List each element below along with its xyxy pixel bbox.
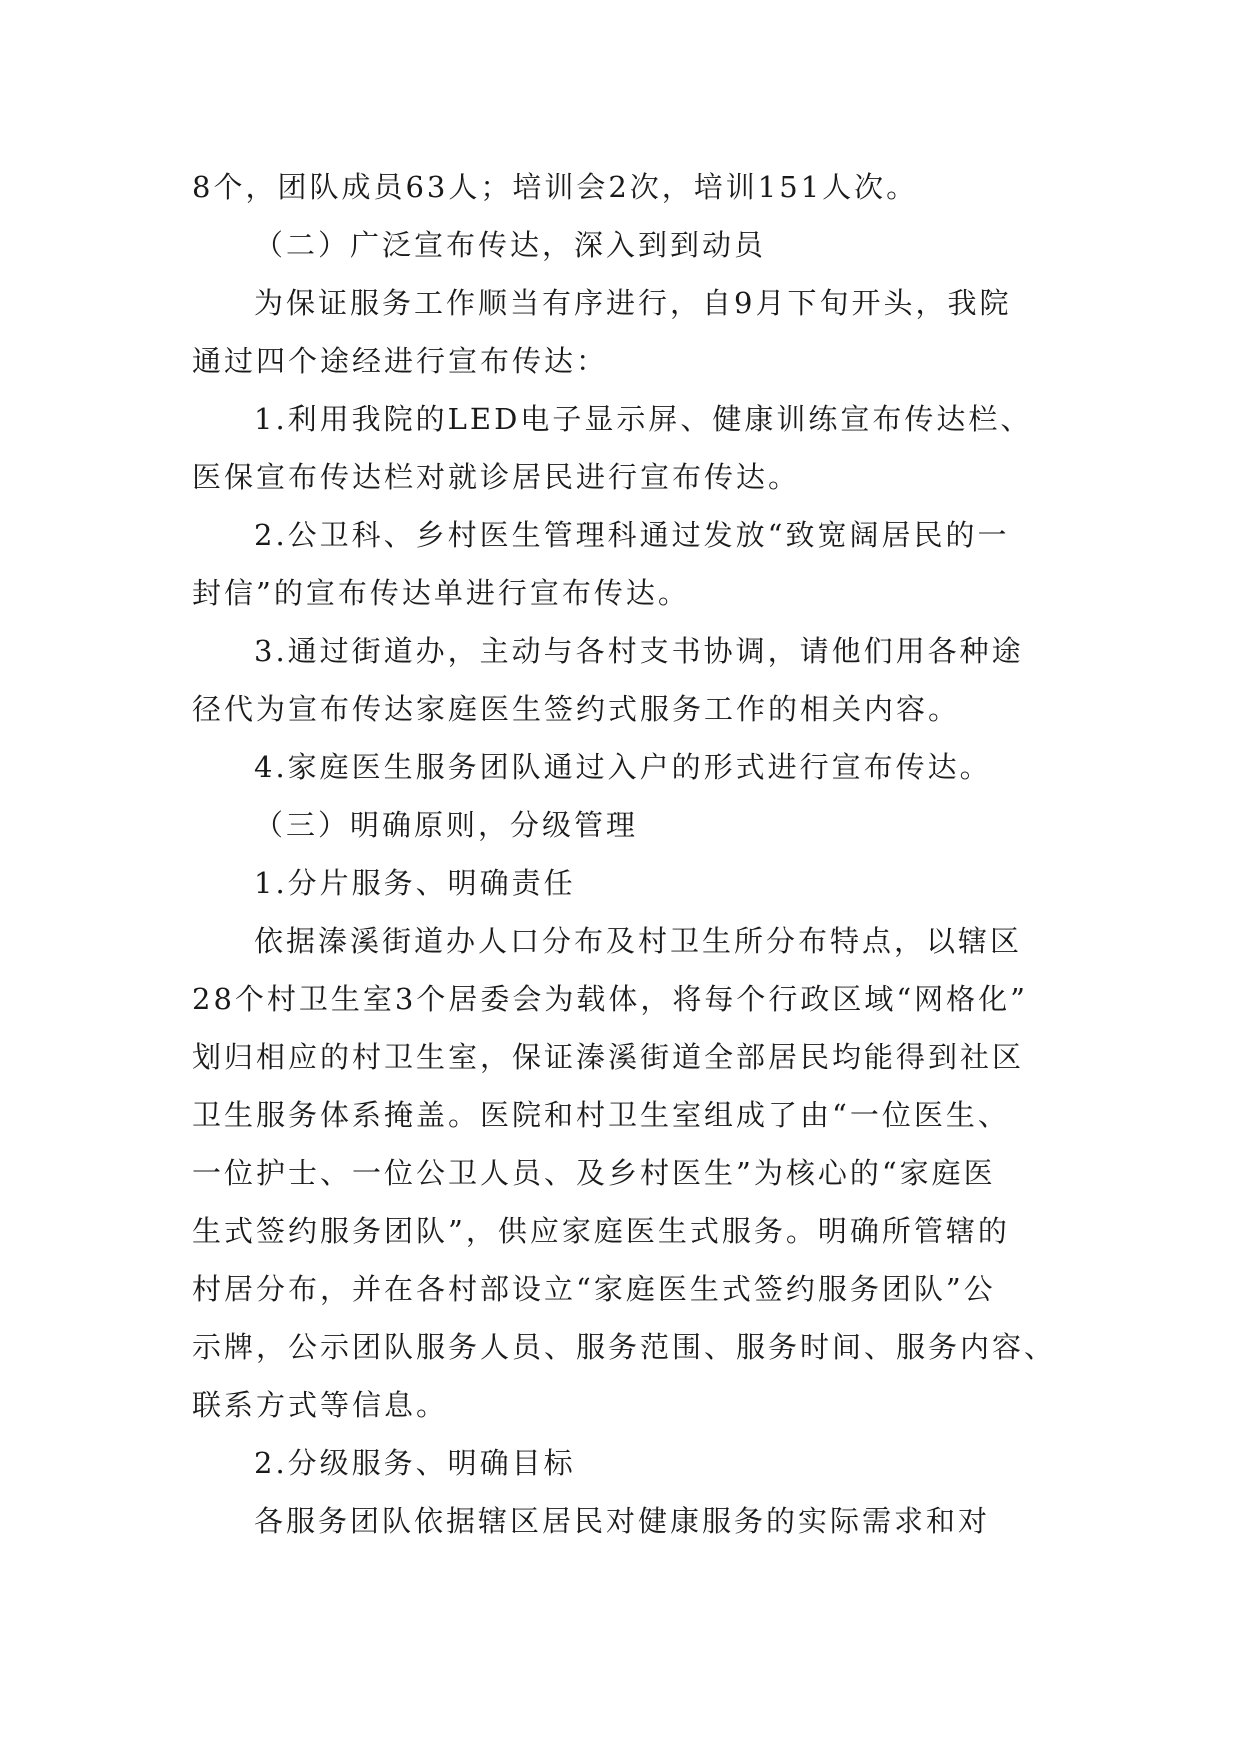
- paragraph-line: 卫生服务体系掩盖。医院和村卫生室组成了由“一位医生、: [192, 1098, 1010, 1132]
- subsection-heading: 2.分级服务、明确目标: [254, 1446, 576, 1480]
- paragraph-line: 生式签约服务团队”，供应家庭医生式服务。明确所管辖的: [192, 1214, 1010, 1248]
- paragraph-line: 通过四个途经进行宣布传达：: [192, 344, 609, 378]
- paragraph-line: 村居分布，并在各村部设立“家庭医生式签约服务团队”公: [192, 1272, 996, 1306]
- list-item-line: 封信”的宣布传达单进行宣布传达。: [192, 576, 690, 610]
- list-item-line: 医保宣布传达栏对就诊居民进行宣布传达。: [192, 460, 801, 494]
- paragraph-line: 一位护士、一位公卫人员、及乡村医生”为核心的“家庭医: [192, 1156, 996, 1190]
- paragraph-line: 示牌，公示团队服务人员、服务范围、服务时间、服务内容、: [192, 1330, 1057, 1364]
- section-heading: （二）广泛宣布传达，深入到到动员: [254, 228, 767, 262]
- list-item-line: 1.利用我院的LED电子显示屏、健康训练宣布传达栏、: [254, 402, 1033, 436]
- list-item-line: 4.家庭医生服务团队通过入户的形式进行宣布传达。: [254, 750, 992, 784]
- body-text: [192, 158, 1058, 1550]
- list-item-line: 3.通过街道办，主动与各村支书协调，请他们用各种途: [254, 634, 1024, 668]
- paragraph-line: 28个村卫生室3个居委会为载体，将每个行政区域“网格化”: [192, 982, 1029, 1016]
- paragraph-line: 为保证服务工作顺当有序进行，自9月下旬开头，我院: [254, 286, 1012, 320]
- paragraph-line: 各服务团队依据辖区居民对健康服务的实际需求和对: [254, 1504, 991, 1538]
- list-item-line: 2.公卫科、乡村医生管理科通过发放“致宽阔居民的一: [254, 518, 1010, 552]
- paragraph-line: 划归相应的村卫生室，保证溱溪街道全部居民均能得到社区: [192, 1040, 1025, 1074]
- subsection-heading: 1.分片服务、明确责任: [254, 866, 576, 900]
- paragraph-line: 依据溱溪街道办人口分布及村卫生所分布特点，以辖区: [254, 924, 1023, 958]
- paragraph-line: 联系方式等信息。: [192, 1388, 449, 1422]
- paragraph-line: 8个，团队成员63人；培训会2次，培训151人次。: [192, 170, 919, 204]
- section-heading: （三）明确原则，分级管理: [254, 808, 639, 842]
- list-item-line: 径代为宣布传达家庭医生签约式服务工作的相关内容。: [192, 692, 961, 726]
